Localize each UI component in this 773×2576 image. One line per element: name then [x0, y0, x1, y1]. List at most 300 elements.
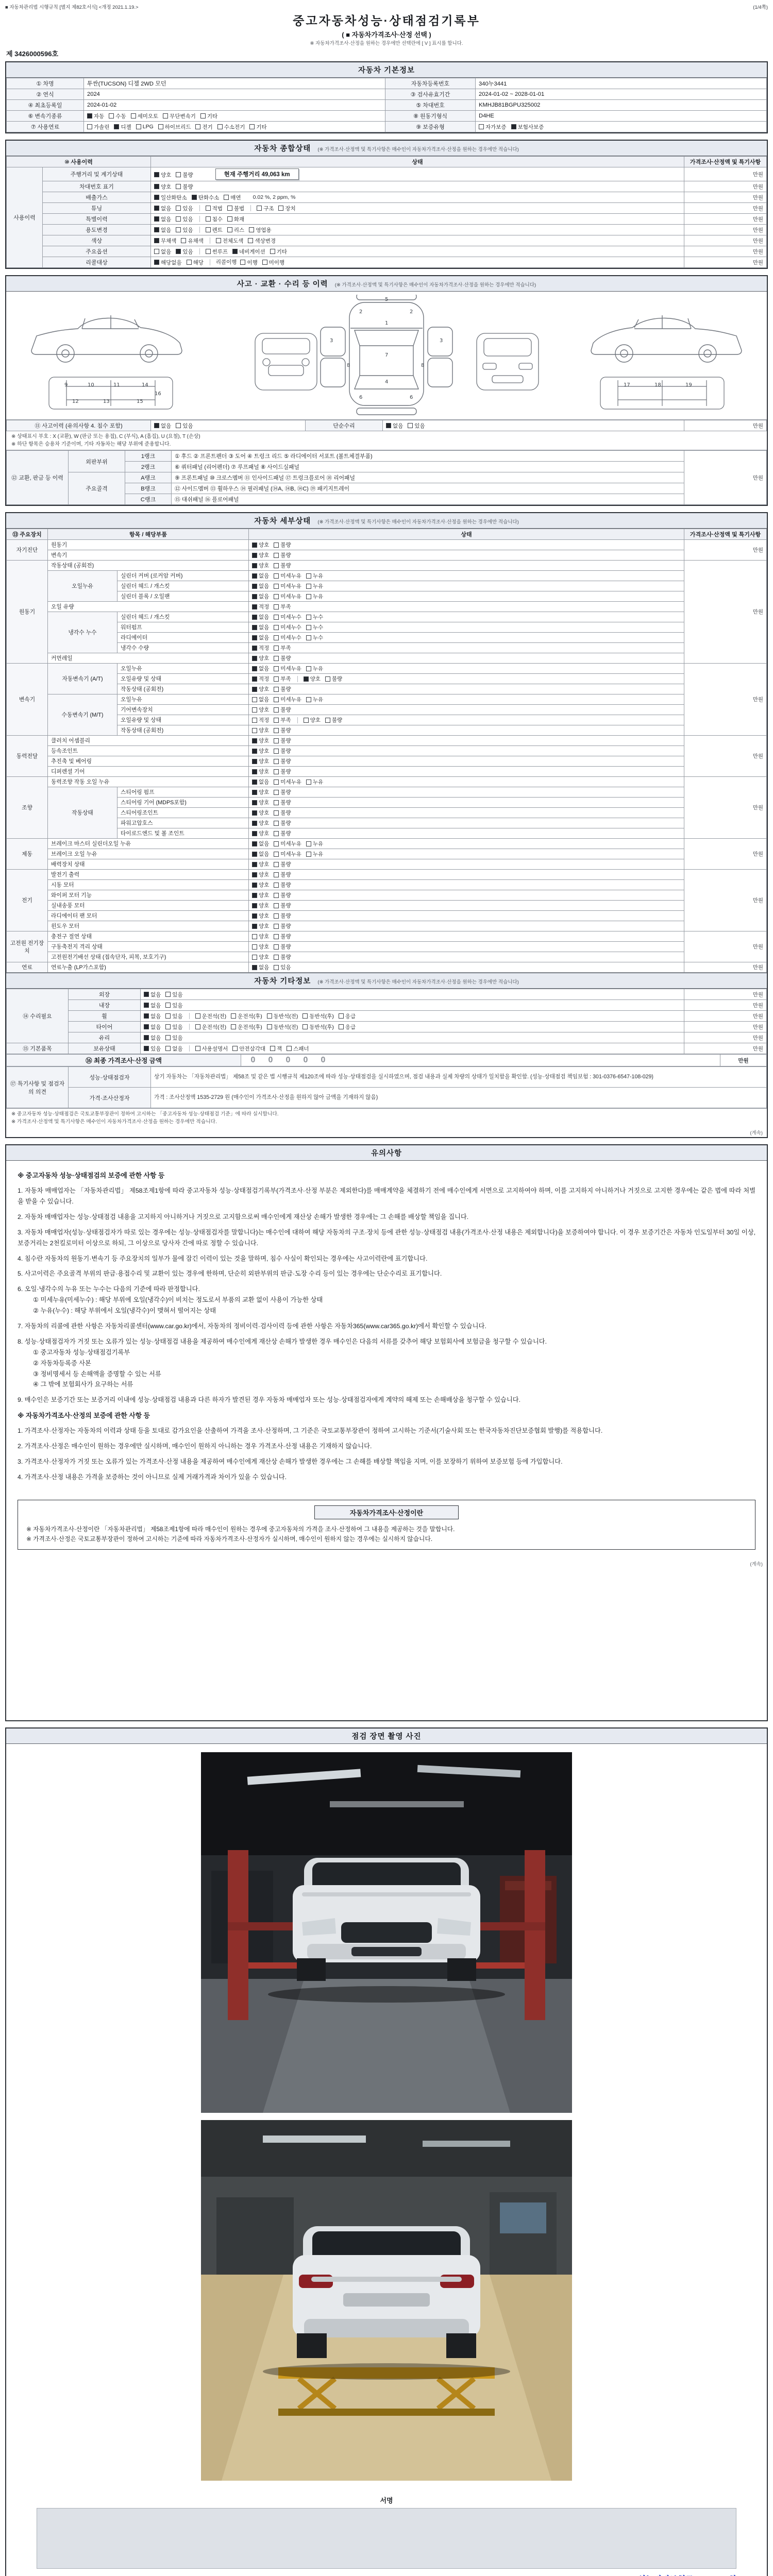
checkbox-unchecked[interactable]: [274, 687, 279, 692]
checkbox-option[interactable]: [306, 696, 323, 703]
checkbox-unchecked[interactable]: [306, 697, 311, 702]
checkbox-option[interactable]: [270, 248, 287, 256]
checkbox-option[interactable]: [131, 112, 159, 120]
checkbox-option[interactable]: [252, 881, 269, 889]
checkbox-checked[interactable]: [252, 573, 257, 579]
checkbox-option[interactable]: [274, 850, 301, 858]
checkbox-checked[interactable]: [252, 749, 257, 754]
checkbox-option[interactable]: [274, 737, 291, 744]
checkbox-unchecked[interactable]: [206, 206, 211, 211]
checkbox-option[interactable]: [227, 215, 244, 223]
checkbox-unchecked[interactable]: [306, 573, 311, 579]
checkbox-checked[interactable]: [144, 992, 149, 997]
checkbox-checked[interactable]: [252, 779, 257, 785]
checkbox-option[interactable]: [232, 248, 265, 256]
checkbox-option[interactable]: [274, 665, 301, 672]
checkbox-unchecked[interactable]: [274, 831, 279, 836]
checkbox-option[interactable]: [252, 613, 269, 621]
checkbox-checked[interactable]: [252, 924, 257, 929]
checkbox-option[interactable]: [154, 226, 171, 234]
checkbox-unchecked[interactable]: [274, 728, 279, 733]
checkbox-checked[interactable]: [154, 216, 159, 222]
checkbox-option[interactable]: [163, 112, 196, 120]
checkbox-checked[interactable]: [252, 646, 257, 651]
checkbox-option[interactable]: [165, 1034, 182, 1042]
checkbox-option[interactable]: [252, 757, 269, 765]
checkbox-option[interactable]: [240, 259, 257, 266]
checkbox-option[interactable]: [252, 634, 269, 641]
checkbox-option[interactable]: [274, 778, 301, 786]
checkbox-checked[interactable]: [252, 810, 257, 816]
checkbox-unchecked[interactable]: [306, 852, 311, 857]
checkbox-checked[interactable]: [252, 800, 257, 805]
checkbox-option[interactable]: [306, 778, 323, 786]
checkbox-unchecked[interactable]: [274, 934, 279, 939]
checkbox-option[interactable]: [306, 665, 323, 672]
checkbox-option[interactable]: [306, 634, 323, 641]
checkbox-option[interactable]: [274, 551, 291, 559]
checkbox-option[interactable]: [176, 205, 193, 212]
checkbox-checked[interactable]: [304, 676, 309, 682]
checkbox-option[interactable]: [114, 123, 131, 131]
checkbox-unchecked[interactable]: [195, 124, 200, 129]
checkbox-option[interactable]: [274, 829, 291, 837]
checkbox-unchecked[interactable]: [274, 810, 279, 816]
checkbox-option[interactable]: [206, 205, 223, 212]
checkbox-unchecked[interactable]: [274, 965, 279, 970]
checkbox-option[interactable]: [252, 799, 269, 806]
checkbox-unchecked[interactable]: [165, 1003, 171, 1008]
checkbox-option[interactable]: [274, 562, 291, 569]
checkbox-unchecked[interactable]: [325, 718, 330, 723]
checkbox-checked[interactable]: [252, 635, 257, 640]
checkbox-option[interactable]: [274, 541, 291, 549]
checkbox-unchecked[interactable]: [274, 718, 279, 723]
checkbox-unchecked[interactable]: [306, 635, 311, 640]
checkbox-option[interactable]: [274, 788, 291, 796]
checkbox-checked[interactable]: [144, 1003, 149, 1008]
checkbox-unchecked[interactable]: [176, 227, 181, 232]
checkbox-option[interactable]: [154, 259, 182, 266]
checkbox-unchecked[interactable]: [274, 800, 279, 805]
checkbox-option[interactable]: [386, 422, 403, 430]
checkbox-option[interactable]: [306, 850, 323, 858]
checkbox-unchecked[interactable]: [252, 728, 257, 733]
checkbox-unchecked[interactable]: [306, 615, 311, 620]
checkbox-option[interactable]: [144, 1034, 161, 1042]
checkbox-option[interactable]: [274, 819, 291, 827]
checkbox-option[interactable]: [274, 881, 291, 889]
checkbox-checked[interactable]: [252, 790, 257, 795]
checkbox-option[interactable]: [252, 953, 269, 961]
checkbox-unchecked[interactable]: [408, 423, 413, 428]
checkbox-option[interactable]: [274, 871, 291, 878]
checkbox-unchecked[interactable]: [274, 656, 279, 661]
checkbox-option[interactable]: [274, 644, 291, 652]
checkbox-unchecked[interactable]: [206, 216, 211, 222]
checkbox-unchecked[interactable]: [274, 872, 279, 877]
checkbox-option[interactable]: [303, 1023, 334, 1031]
checkbox-option[interactable]: [206, 215, 223, 223]
checkbox-option[interactable]: [176, 171, 193, 179]
checkbox-option[interactable]: [144, 1002, 161, 1009]
checkbox-option[interactable]: [87, 123, 109, 131]
checkbox-option[interactable]: [270, 1045, 282, 1053]
checkbox-checked[interactable]: [252, 676, 257, 682]
checkbox-option[interactable]: [274, 809, 291, 817]
checkbox-option[interactable]: [252, 819, 269, 827]
checkbox-option[interactable]: [165, 991, 182, 998]
checkbox-unchecked[interactable]: [274, 646, 279, 651]
checkbox-checked[interactable]: [252, 687, 257, 692]
checkbox-option[interactable]: [306, 582, 323, 590]
checkbox-option[interactable]: [252, 850, 269, 858]
checkbox-unchecked[interactable]: [217, 124, 223, 129]
checkbox-option[interactable]: [154, 215, 171, 223]
checkbox-option[interactable]: [274, 696, 301, 703]
checkbox-option[interactable]: [252, 840, 269, 848]
checkbox-checked[interactable]: [252, 841, 257, 846]
checkbox-unchecked[interactable]: [274, 769, 279, 774]
checkbox-option[interactable]: [144, 1023, 161, 1031]
checkbox-unchecked[interactable]: [339, 1013, 344, 1019]
checkbox-checked[interactable]: [252, 862, 257, 867]
checkbox-option[interactable]: [274, 912, 291, 920]
checkbox-checked[interactable]: [154, 227, 159, 232]
checkbox-option[interactable]: [274, 963, 291, 971]
checkbox-option[interactable]: [274, 953, 291, 961]
checkbox-checked[interactable]: [252, 883, 257, 888]
checkbox-unchecked[interactable]: [274, 883, 279, 888]
checkbox-option[interactable]: [252, 747, 269, 755]
checkbox-option[interactable]: [252, 860, 269, 868]
checkbox-option[interactable]: [154, 171, 171, 179]
checkbox-option[interactable]: [176, 422, 193, 430]
checkbox-unchecked[interactable]: [274, 821, 279, 826]
checkbox-unchecked[interactable]: [87, 124, 92, 129]
checkbox-unchecked[interactable]: [249, 227, 254, 232]
checkbox-unchecked[interactable]: [278, 206, 283, 211]
checkbox-unchecked[interactable]: [267, 1024, 272, 1029]
checkbox-option[interactable]: [252, 603, 269, 611]
checkbox-option[interactable]: [154, 205, 171, 212]
checkbox-checked[interactable]: [252, 852, 257, 857]
checkbox-unchecked[interactable]: [252, 718, 257, 723]
checkbox-checked[interactable]: [144, 1024, 149, 1029]
checkbox-unchecked[interactable]: [176, 423, 181, 428]
checkbox-option[interactable]: [154, 237, 176, 245]
checkbox-unchecked[interactable]: [274, 944, 279, 950]
checkbox-checked[interactable]: [252, 821, 257, 826]
checkbox-option[interactable]: [339, 1023, 356, 1031]
checkbox-unchecked[interactable]: [195, 1013, 200, 1019]
checkbox-unchecked[interactable]: [252, 934, 257, 939]
checkbox-option[interactable]: [252, 675, 269, 683]
checkbox-option[interactable]: [195, 1012, 227, 1020]
checkbox-unchecked[interactable]: [257, 206, 262, 211]
checkbox-option[interactable]: [252, 891, 269, 899]
checkbox-option[interactable]: [274, 902, 291, 909]
checkbox-option[interactable]: [257, 205, 274, 212]
checkbox-option[interactable]: [187, 259, 204, 266]
checkbox-option[interactable]: [154, 248, 171, 256]
checkbox-option[interactable]: [274, 891, 291, 899]
checkbox-option[interactable]: [87, 112, 104, 120]
checkbox-option[interactable]: [274, 592, 301, 600]
checkbox-checked[interactable]: [386, 423, 391, 428]
checkbox-option[interactable]: [274, 675, 291, 683]
checkbox-option[interactable]: [262, 259, 284, 266]
checkbox-unchecked[interactable]: [227, 227, 232, 232]
checkbox-option[interactable]: [249, 123, 266, 131]
checkbox-option[interactable]: [274, 933, 291, 940]
checkbox-checked[interactable]: [154, 206, 159, 211]
checkbox-option[interactable]: [252, 902, 269, 909]
checkbox-unchecked[interactable]: [306, 841, 311, 846]
checkbox-option[interactable]: [252, 716, 269, 724]
checkbox-option[interactable]: [252, 706, 269, 714]
checkbox-option[interactable]: [252, 963, 269, 971]
checkbox-unchecked[interactable]: [479, 124, 484, 129]
checkbox-unchecked[interactable]: [165, 1035, 171, 1040]
checkbox-checked[interactable]: [252, 584, 257, 589]
checkbox-option[interactable]: [252, 551, 269, 559]
checkbox-checked[interactable]: [252, 543, 257, 548]
checkbox-option[interactable]: [154, 183, 171, 191]
checkbox-option[interactable]: [227, 226, 244, 234]
checkbox-option[interactable]: [274, 943, 291, 951]
checkbox-unchecked[interactable]: [274, 955, 279, 960]
checkbox-option[interactable]: [252, 541, 269, 549]
checkbox-option[interactable]: [252, 829, 269, 837]
checkbox-option[interactable]: [274, 757, 291, 765]
checkbox-unchecked[interactable]: [176, 172, 181, 177]
checkbox-option[interactable]: [136, 124, 154, 130]
checkbox-checked[interactable]: [252, 553, 257, 558]
checkbox-checked[interactable]: [114, 124, 119, 129]
checkbox-unchecked[interactable]: [274, 924, 279, 929]
checkbox-checked[interactable]: [154, 172, 159, 177]
checkbox-option[interactable]: [274, 726, 291, 734]
checkbox-checked[interactable]: [87, 113, 92, 118]
checkbox-unchecked[interactable]: [274, 759, 279, 764]
checkbox-unchecked[interactable]: [165, 992, 171, 997]
checkbox-option[interactable]: [249, 226, 271, 234]
checkbox-unchecked[interactable]: [165, 1024, 171, 1029]
checkbox-unchecked[interactable]: [181, 238, 186, 243]
checkbox-option[interactable]: [252, 933, 269, 940]
checkbox-checked[interactable]: [144, 1035, 149, 1040]
checkbox-unchecked[interactable]: [306, 666, 311, 671]
checkbox-checked[interactable]: [252, 738, 257, 743]
checkbox-checked[interactable]: [232, 249, 238, 254]
checkbox-option[interactable]: [195, 1023, 227, 1031]
checkbox-unchecked[interactable]: [252, 944, 257, 950]
checkbox-option[interactable]: [176, 248, 193, 256]
checkbox-unchecked[interactable]: [158, 124, 163, 129]
checkbox-unchecked[interactable]: [274, 563, 279, 568]
checkbox-option[interactable]: [252, 572, 269, 580]
checkbox-unchecked[interactable]: [227, 216, 232, 222]
checkbox-unchecked[interactable]: [136, 124, 141, 129]
checkbox-checked[interactable]: [252, 625, 257, 630]
checkbox-unchecked[interactable]: [274, 635, 279, 640]
checkbox-option[interactable]: [252, 582, 269, 590]
checkbox-option[interactable]: [154, 194, 187, 201]
checkbox-unchecked[interactable]: [274, 852, 279, 857]
checkbox-checked[interactable]: [252, 872, 257, 877]
checkbox-unchecked[interactable]: [274, 543, 279, 548]
checkbox-unchecked[interactable]: [274, 615, 279, 620]
checkbox-option[interactable]: [154, 422, 171, 430]
checkbox-unchecked[interactable]: [274, 913, 279, 919]
checkbox-unchecked[interactable]: [287, 1046, 292, 1051]
checkbox-option[interactable]: [158, 123, 191, 131]
checkbox-unchecked[interactable]: [252, 955, 257, 960]
checkbox-option[interactable]: [274, 572, 301, 580]
checkbox-option[interactable]: [252, 592, 269, 600]
checkbox-option[interactable]: [252, 665, 269, 672]
checkbox-unchecked[interactable]: [303, 1013, 308, 1019]
checkbox-option[interactable]: [267, 1023, 298, 1031]
checkbox-unchecked[interactable]: [274, 790, 279, 795]
checkbox-option[interactable]: [252, 685, 269, 693]
checkbox-option[interactable]: [195, 123, 212, 131]
checkbox-option[interactable]: [325, 675, 342, 683]
checkbox-option[interactable]: [252, 912, 269, 920]
checkbox-option[interactable]: [206, 226, 223, 234]
checkbox-unchecked[interactable]: [176, 216, 181, 222]
checkbox-option[interactable]: [252, 788, 269, 796]
checkbox-unchecked[interactable]: [163, 113, 168, 118]
checkbox-option[interactable]: [195, 1045, 228, 1053]
checkbox-checked[interactable]: [252, 893, 257, 898]
checkbox-unchecked[interactable]: [274, 779, 279, 785]
checkbox-checked[interactable]: [511, 124, 516, 129]
checkbox-option[interactable]: [339, 1012, 356, 1020]
checkbox-checked[interactable]: [252, 656, 257, 661]
checkbox-option[interactable]: [144, 1012, 161, 1020]
checkbox-option[interactable]: [252, 726, 269, 734]
checkbox-unchecked[interactable]: [306, 584, 311, 589]
checkbox-option[interactable]: [511, 123, 544, 131]
checkbox-option[interactable]: [248, 237, 276, 245]
checkbox-unchecked[interactable]: [195, 1024, 200, 1029]
checkbox-option[interactable]: [252, 943, 269, 951]
checkbox-checked[interactable]: [154, 184, 159, 189]
checkbox-option[interactable]: [306, 592, 323, 600]
checkbox-unchecked[interactable]: [274, 553, 279, 558]
checkbox-option[interactable]: [274, 623, 301, 631]
checkbox-checked[interactable]: [252, 965, 257, 970]
checkbox-unchecked[interactable]: [274, 697, 279, 702]
checkbox-option[interactable]: [408, 422, 425, 430]
checkbox-unchecked[interactable]: [176, 206, 181, 211]
checkbox-option[interactable]: [165, 1012, 182, 1020]
checkbox-unchecked[interactable]: [216, 238, 221, 243]
checkbox-checked[interactable]: [144, 1046, 149, 1051]
checkbox-unchecked[interactable]: [274, 749, 279, 754]
checkbox-option[interactable]: [304, 675, 321, 683]
checkbox-option[interactable]: [252, 871, 269, 878]
checkbox-option[interactable]: [109, 112, 126, 120]
checkbox-option[interactable]: [252, 623, 269, 631]
checkbox-unchecked[interactable]: [274, 893, 279, 898]
checkbox-option[interactable]: [274, 582, 301, 590]
checkbox-checked[interactable]: [154, 423, 159, 428]
checkbox-option[interactable]: [278, 205, 295, 212]
checkbox-option[interactable]: [252, 768, 269, 775]
checkbox-unchecked[interactable]: [274, 707, 279, 713]
checkbox-option[interactable]: [216, 237, 244, 245]
checkbox-option[interactable]: [274, 716, 291, 724]
checkbox-option[interactable]: [306, 572, 323, 580]
checkbox-option[interactable]: [200, 112, 217, 120]
checkbox-unchecked[interactable]: [187, 260, 192, 265]
checkbox-option[interactable]: [274, 603, 291, 611]
checkbox-option[interactable]: [306, 623, 323, 631]
checkbox-option[interactable]: [274, 768, 291, 775]
checkbox-unchecked[interactable]: [270, 1046, 275, 1051]
checkbox-option[interactable]: [252, 644, 269, 652]
checkbox-unchecked[interactable]: [274, 573, 279, 579]
checkbox-unchecked[interactable]: [303, 1024, 308, 1029]
checkbox-option[interactable]: [274, 685, 291, 693]
checkbox-option[interactable]: [176, 183, 193, 191]
checkbox-option[interactable]: [144, 991, 161, 998]
checkbox-unchecked[interactable]: [306, 594, 311, 599]
checkbox-unchecked[interactable]: [274, 841, 279, 846]
checkbox-option[interactable]: [176, 215, 193, 223]
checkbox-option[interactable]: [304, 716, 321, 724]
checkbox-checked[interactable]: [154, 260, 159, 265]
checkbox-option[interactable]: [267, 1012, 298, 1020]
checkbox-option[interactable]: [274, 634, 301, 641]
checkbox-option[interactable]: [206, 248, 228, 256]
checkbox-unchecked[interactable]: [231, 1013, 236, 1019]
checkbox-unchecked[interactable]: [274, 584, 279, 589]
checkbox-checked[interactable]: [144, 1013, 149, 1019]
checkbox-unchecked[interactable]: [248, 238, 253, 243]
checkbox-checked[interactable]: [252, 903, 257, 908]
checkbox-option[interactable]: [274, 747, 291, 755]
checkbox-option[interactable]: [274, 840, 301, 848]
checkbox-option[interactable]: [176, 226, 193, 234]
checkbox-unchecked[interactable]: [325, 676, 330, 682]
checkbox-unchecked[interactable]: [249, 124, 255, 129]
checkbox-option[interactable]: [217, 123, 245, 131]
checkbox-unchecked[interactable]: [176, 184, 181, 189]
checkbox-checked[interactable]: [252, 759, 257, 764]
checkbox-option[interactable]: [231, 1023, 262, 1031]
checkbox-checked[interactable]: [252, 604, 257, 609]
checkbox-option[interactable]: [165, 1023, 182, 1031]
checkbox-checked[interactable]: [252, 831, 257, 836]
checkbox-option[interactable]: [274, 799, 291, 806]
checkbox-checked[interactable]: [192, 195, 197, 200]
checkbox-option[interactable]: [144, 1045, 161, 1053]
checkbox-option[interactable]: [252, 562, 269, 569]
checkbox-unchecked[interactable]: [274, 738, 279, 743]
checkbox-option[interactable]: [181, 237, 203, 245]
checkbox-option[interactable]: [224, 194, 241, 201]
checkbox-unchecked[interactable]: [206, 249, 211, 254]
checkbox-unchecked[interactable]: [165, 1013, 171, 1019]
checkbox-option[interactable]: [274, 613, 301, 621]
checkbox-option[interactable]: [306, 840, 323, 848]
checkbox-unchecked[interactable]: [195, 1046, 200, 1051]
checkbox-option[interactable]: [192, 194, 220, 201]
